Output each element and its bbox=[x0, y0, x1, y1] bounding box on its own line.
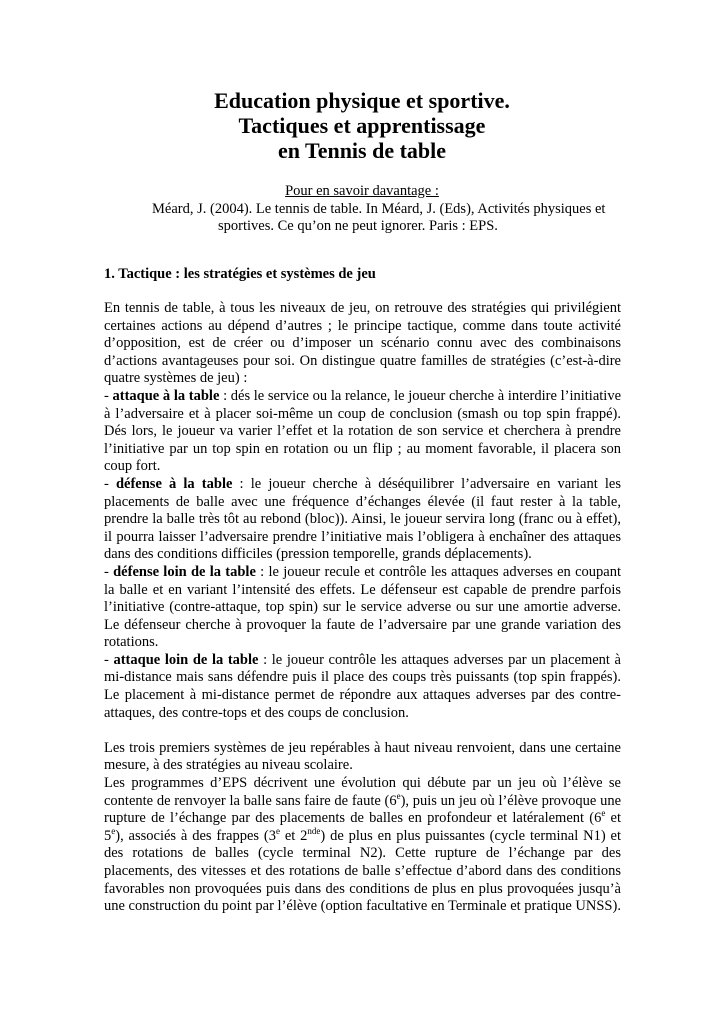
strategy-item: - attaque loin de la table : le joueur contrôle les attaques adverses par un placement à mi-distance mais sans défendre puis il place des coups très puissants (top spin frappés). Le placement à mi-distance permet de répondre aux attaques adverses par des contre-attaques, des contre-tops et des coups de conclusion. bbox=[104, 651, 621, 721]
reference-heading: Pour en savoir davantage : bbox=[285, 183, 439, 199]
paragraph-2: Les trois premiers systèmes de jeu repérables à haut niveau renvoient, dans une certaine mesure, à des stratégies au niveau scolaire. bbox=[104, 739, 621, 774]
strategy-term: attaque loin de la table bbox=[113, 651, 259, 668]
strategy-item: - attaque à la table : dés le service ou la relance, le joueur cherche à interdire l’initiative à l’adversaire et à placer soi-même un coup de conclusion (smash ou top spin frappé). Dés lors, le joueur va varier l’effet et la rotation de son service et cherchera à prendre l’initiative par un top spin en rotation ou un flip ; au moment favorable, il placera son coup fort. bbox=[104, 387, 622, 475]
strategy-term: attaque à la table bbox=[112, 387, 220, 404]
strategy-term: défense loin de la table bbox=[113, 563, 256, 580]
intro-paragraph: En tennis de table, à tous les niveaux de jeu, on retrouve des stratégies qui privilégient certaines actions au dépend d’autres ; le principe tactique, comme dans toute activité d’opposition, est de créer ou d’imposer un scénario connu avec des combinaisons d’actions avantageuses pour soi. On distingue quatre familles de stratégies (c’est-à-dire quatre systèmes de jeu) : bbox=[104, 300, 621, 387]
strategy-item: - défense à la table : le joueur cherche à déséquilibrer l’adversaire en variant les placements de balle avec une fréquence d’échanges élevée (il faut rester à la table, prendre la balle très tôt au rebond (bloc)). Ainsi, le joueur servira long (franc ou à effet), il pourra laisser l’adversaire prendre l’initiative mais l’obligera à enchaîner des attaques dans des conditions difficiles (pression temporelle, grands déplacements). bbox=[104, 475, 621, 563]
document-title bbox=[0, 88, 724, 163]
reference-line-1: Méard, J. (2004). Le tennis de table. In Méard, J. (Eds), Activités physiques et bbox=[152, 201, 606, 217]
paragraph-3: Les programmes d’EPS décrivent une évolution qui débute par un jeu où l’élève se contente de renvoyer la balle sans faire de faute (6e), puis un jeu où l’élève provoque une rupture de l’échange par des placements de balles en profondeur et latéralement (6e et 5e), associés à des frappes (3e et 2nde) de plus en plus puissantes (cycle terminal N1) et des rotations de balles (cycle terminal N2). Cette rupture de l’échange par des placements, des vitesses et des rotations de balle s’effectue d’abord dans des conditions favorables non provoquées puis dans des conditions de plus en plus provoquées jusqu’à une construction du point par l’élève (option facultative en Terminale et pratique UNSS). bbox=[104, 775, 622, 915]
strategy-item: - défense loin de la table : le joueur recule et contrôle les attaques adverses en coupant la balle et en variant l’intensité des effets. Le défenseur est capable de prendre parfois l’initiative (contre-attaque, top spin) sur le service adverse ou sur une amortie adverse. Le défenseur cherche à provoquer la faute de l’adversaire par une grande variation des rotations. bbox=[104, 563, 621, 651]
title-line-1: Education physique et sportive. bbox=[214, 88, 510, 113]
section-heading: 1. Tactique : les stratégies et systèmes de jeu bbox=[104, 266, 376, 282]
strategy-term: défense à la table bbox=[115, 475, 233, 492]
section-body bbox=[104, 300, 621, 916]
title-line-3: en Tennis de table bbox=[277, 138, 447, 163]
title-line-2: Tactiques et apprentissage bbox=[238, 113, 486, 138]
reference-line-2: sportives. Ce qu’on ne peut ignorer. Paris : EPS. bbox=[218, 218, 498, 234]
